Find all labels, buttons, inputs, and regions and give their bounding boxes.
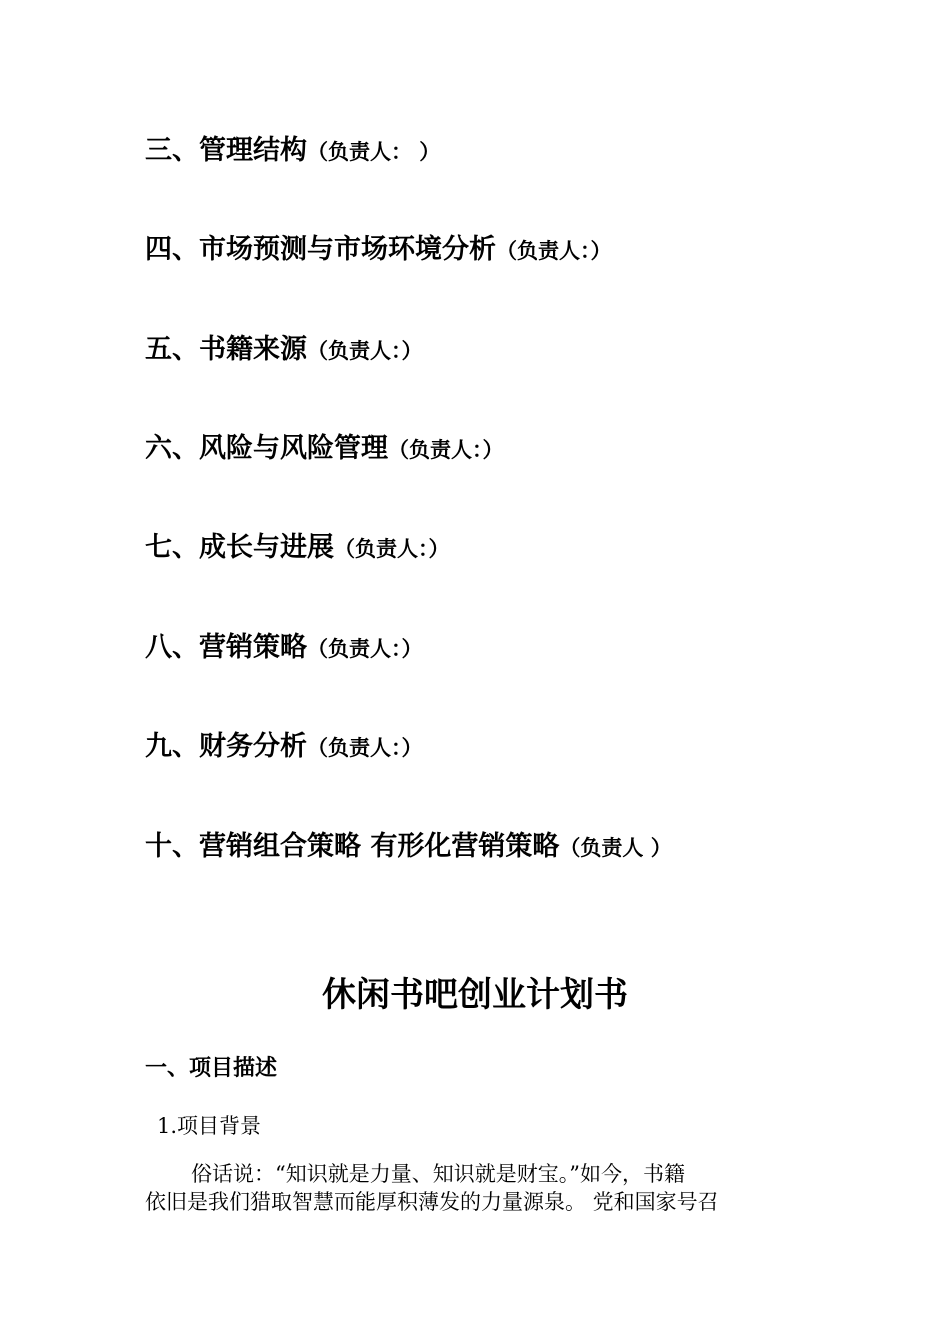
toc-item-risk-management: [145, 435, 504, 462]
paragraph-line: 俗话说：“知识就是力量、知识就是财宝。”如今，书籍: [191, 1162, 685, 1186]
toc-item-owner-note: （负责人：）: [496, 238, 612, 263]
document-title: 休闲书吧创业计划书: [322, 975, 628, 1015]
toc-item-marketing-strategy: [145, 634, 423, 661]
toc-item-financial-analysis: [145, 733, 423, 760]
toc-item-title: 六、风险与风险管理: [145, 433, 388, 464]
sub-heading: 1.项目背景: [157, 1114, 262, 1138]
toc-item-title: 五、书籍来源: [145, 334, 307, 365]
toc-item-title: 八、营销策略: [145, 632, 307, 663]
toc-item-owner-note: （负责人：）: [307, 338, 423, 363]
toc-item-owner-note: （负责人：）: [334, 536, 450, 561]
paragraph-line: 依旧是我们猎取智慧而能厚积薄发的力量源泉。 党和国家号召: [145, 1190, 719, 1214]
toc-item-owner-note: （负责人：）: [307, 636, 423, 661]
toc-item-title: 三、管理结构: [145, 135, 307, 166]
toc-item-owner-note: （负责人：）: [388, 437, 504, 462]
toc-item-marketing-mix: [145, 833, 672, 860]
section-heading: 一、项目描述: [145, 1055, 278, 1081]
toc-item-management-structure: [145, 137, 440, 164]
toc-item-title: 四、市场预测与市场环境分析: [145, 234, 496, 265]
body-paragraph: [145, 1160, 805, 1216]
toc-item-title: 九、财务分析: [145, 731, 307, 762]
toc-item-book-sources: [145, 336, 423, 363]
toc-item-growth-progress: [145, 534, 450, 561]
toc-item-owner-note: （负责人：）: [307, 735, 423, 760]
toc-item-owner-note: （负责人： ）: [307, 139, 441, 164]
toc-item-owner-note: （负责人 ）: [559, 835, 672, 860]
toc-item-title: 七、成长与进展: [145, 532, 334, 563]
toc-item-title: 十、营销组合策略 有形化营销策略: [145, 831, 560, 862]
toc-item-market-analysis: [145, 236, 612, 263]
